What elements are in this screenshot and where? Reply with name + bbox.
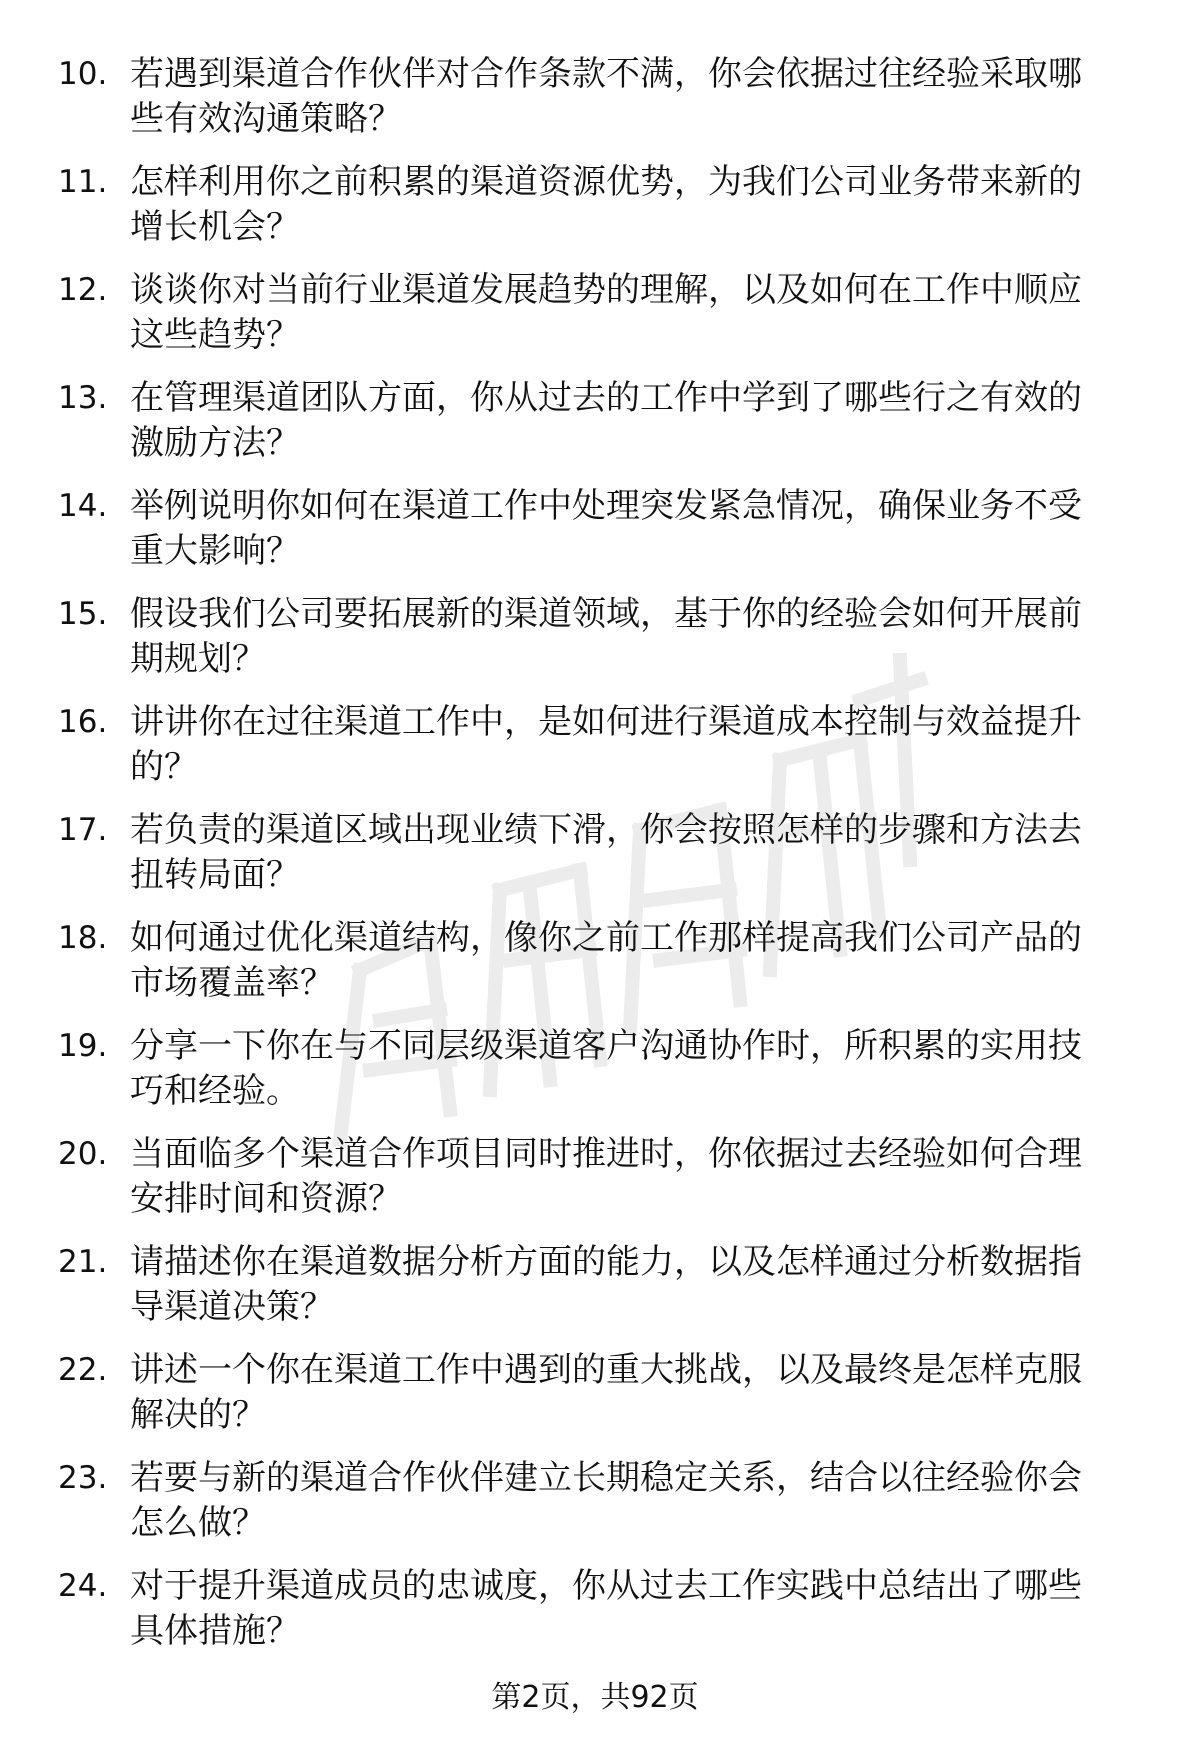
question-text: 当面临多个渠道合作项目同时推进时，你依据过去经验如何合理 安排时间和资源？ — [130, 1134, 1082, 1219]
question-text: 在管理渠道团队方面，你从过去的工作中学到了哪些行之有效的 激励方法？ — [130, 378, 1082, 463]
question-number: 20. — [58, 1136, 108, 1172]
question-text: 假设我们公司要拓展新的渠道领域，基于你的经验会如何开展前 期规划？ — [130, 594, 1082, 679]
question-item — [58, 268, 1158, 376]
question-text: 若负责的渠道区域出现业绩下滑，你会按照怎样的步骤和方法去 扭转局面？ — [130, 810, 1082, 895]
question-item — [58, 592, 1158, 700]
question-number: 23. — [58, 1460, 108, 1496]
question-number: 19. — [58, 1028, 108, 1064]
question-text: 举例说明你如何在渠道工作中处理突发紧急情况，确保业务不受 重大影响？ — [130, 486, 1082, 571]
question-item — [58, 1240, 1158, 1348]
question-text: 对于提升渠道成员的忠诚度，你从过去工作实践中总结出了哪些 具体措施？ — [130, 1566, 1082, 1651]
question-text: 怎样利用你之前积累的渠道资源优势，为我们公司业务带来新的 增长机会？ — [130, 162, 1082, 247]
question-list — [58, 52, 1158, 1672]
question-number: 11. — [58, 164, 108, 200]
question-text: 讲述一个你在渠道工作中遇到的重大挑战，以及最终是怎样克服 解决的？ — [130, 1350, 1082, 1435]
question-item — [58, 52, 1158, 160]
page-number: 第2页，共92页 — [491, 1680, 699, 1715]
question-item — [58, 376, 1158, 484]
question-number: 21. — [58, 1244, 108, 1280]
question-number: 18. — [58, 920, 108, 956]
question-number: 24. — [58, 1568, 108, 1604]
question-text: 分享一下你在与不同层级渠道客户沟通协作时，所积累的实用技 巧和经验。 — [130, 1026, 1082, 1111]
question-number: 14. — [58, 488, 108, 524]
question-item — [58, 484, 1158, 592]
question-number: 16. — [58, 704, 108, 740]
question-item — [58, 1456, 1158, 1564]
question-text: 讲讲你在过往渠道工作中，是如何进行渠道成本控制与效益提升 的？ — [130, 702, 1082, 787]
question-text: 请描述你在渠道数据分析方面的能力，以及怎样通过分析数据指 导渠道决策？ — [130, 1242, 1082, 1327]
question-number: 10. — [58, 56, 108, 92]
question-item — [58, 1132, 1158, 1240]
question-number: 22. — [58, 1352, 108, 1388]
question-item — [58, 916, 1158, 1024]
question-item — [58, 808, 1158, 916]
question-number: 15. — [58, 596, 108, 632]
question-text: 若要与新的渠道合作伙伴建立长期稳定关系，结合以往经验你会 怎么做？ — [130, 1458, 1082, 1543]
question-number: 17. — [58, 812, 108, 848]
question-number: 13. — [58, 380, 108, 416]
question-item — [58, 1024, 1158, 1132]
question-text: 如何通过优化渠道结构，像你之前工作那样提高我们公司产品的 市场覆盖率？ — [130, 918, 1082, 1003]
question-item — [58, 1348, 1158, 1456]
question-item — [58, 160, 1158, 268]
question-number: 12. — [58, 272, 108, 308]
question-item — [58, 1564, 1158, 1672]
question-text: 谈谈你对当前行业渠道发展趋势的理解，以及如何在工作中顺应 这些趋势？ — [130, 270, 1082, 355]
question-text: 若遇到渠道合作伙伴对合作条款不满，你会依据过往经验采取哪 些有效沟通策略？ — [130, 54, 1082, 139]
question-item — [58, 700, 1158, 808]
